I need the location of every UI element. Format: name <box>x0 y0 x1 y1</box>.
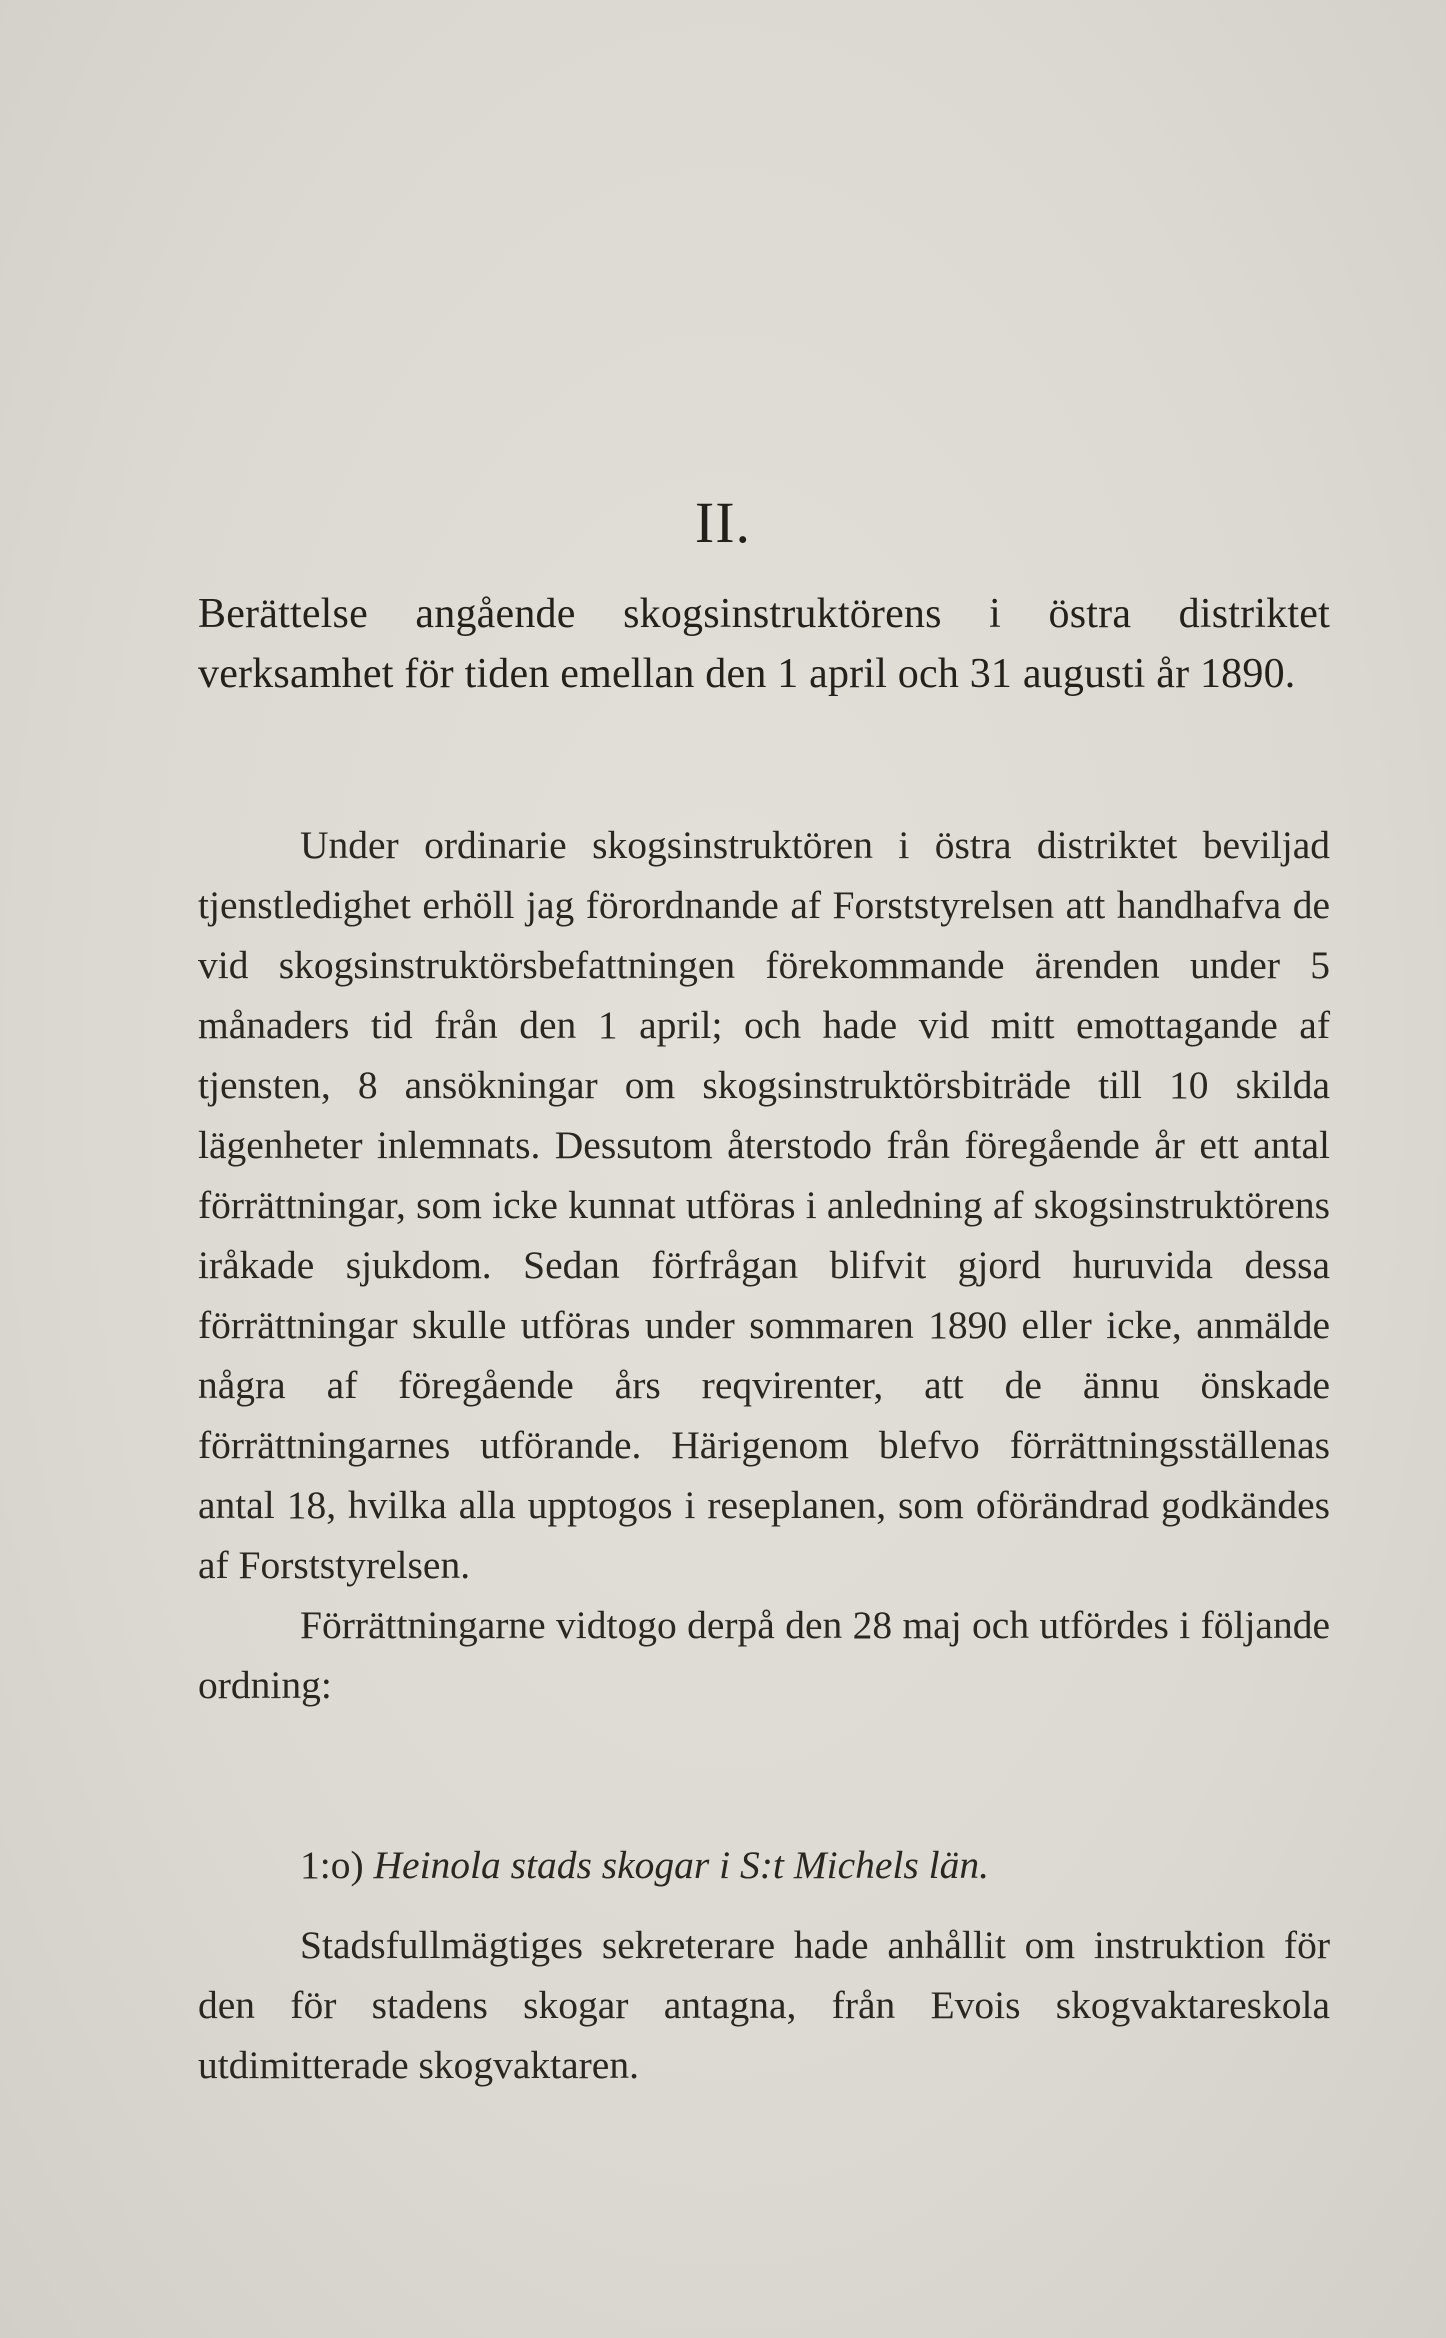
body-text <box>198 1915 1330 2095</box>
paragraph: Under ordinarie skogsinstruktören i östra distriktet beviljad tjenstledighet erhöll jag förordnande af Forststyrelsen att handhafva de vid skogsinstruktörsbefattningen förekommande ärenden under 5 månaders tid från den 1 april; och hade vid mitt emottagande af tjensten, 8 ansökningar om skogsinstruktörsbiträde till 10 skilda lägenheter inlemnats. Dessutom återstodo från föregående år ett antal förrättningar, som icke kunnat utföras i anledning af skogsinstruktörens iråkade sjukdom. Sedan förfrågan blifvit gjord huruvida dessa förrättningar skulle utföras under sommaren 1890 eller icke, anmälde några af föregående års reqvirenter, att de ännu önskade förrättningarnes utförande. Härigenom blefvo förrättningsställenas antal 18, hvilka alla upptogos i reseplanen, som oförändrad godkändes af Forststyrelsen. <box>198 823 1330 1587</box>
paragraph: Stadsfullmägtiges sekreterare hade anhållit om instruktion för den för stadens skogar antagna, från Evois skogvaktareskola utdimitterade skogvaktaren. <box>198 1923 1330 2087</box>
chapter-heading: II. <box>694 490 752 555</box>
report-title: Berättelse angående skogsinstruktörens i östra distriktet verksamhet för tiden emellan den 1 april och 31 augusti år 1890. <box>198 591 1330 697</box>
section-number: 1:o) <box>300 1843 364 1887</box>
section-heading <box>300 1835 1330 1895</box>
section-title: Heinola stads skogar i S:t Michels län. <box>373 1843 990 1887</box>
paragraph: Förrättningarne vidtogo derpå den 28 maj och utfördes i följande ordning: <box>198 1603 1330 1707</box>
body-text <box>198 815 1330 1715</box>
